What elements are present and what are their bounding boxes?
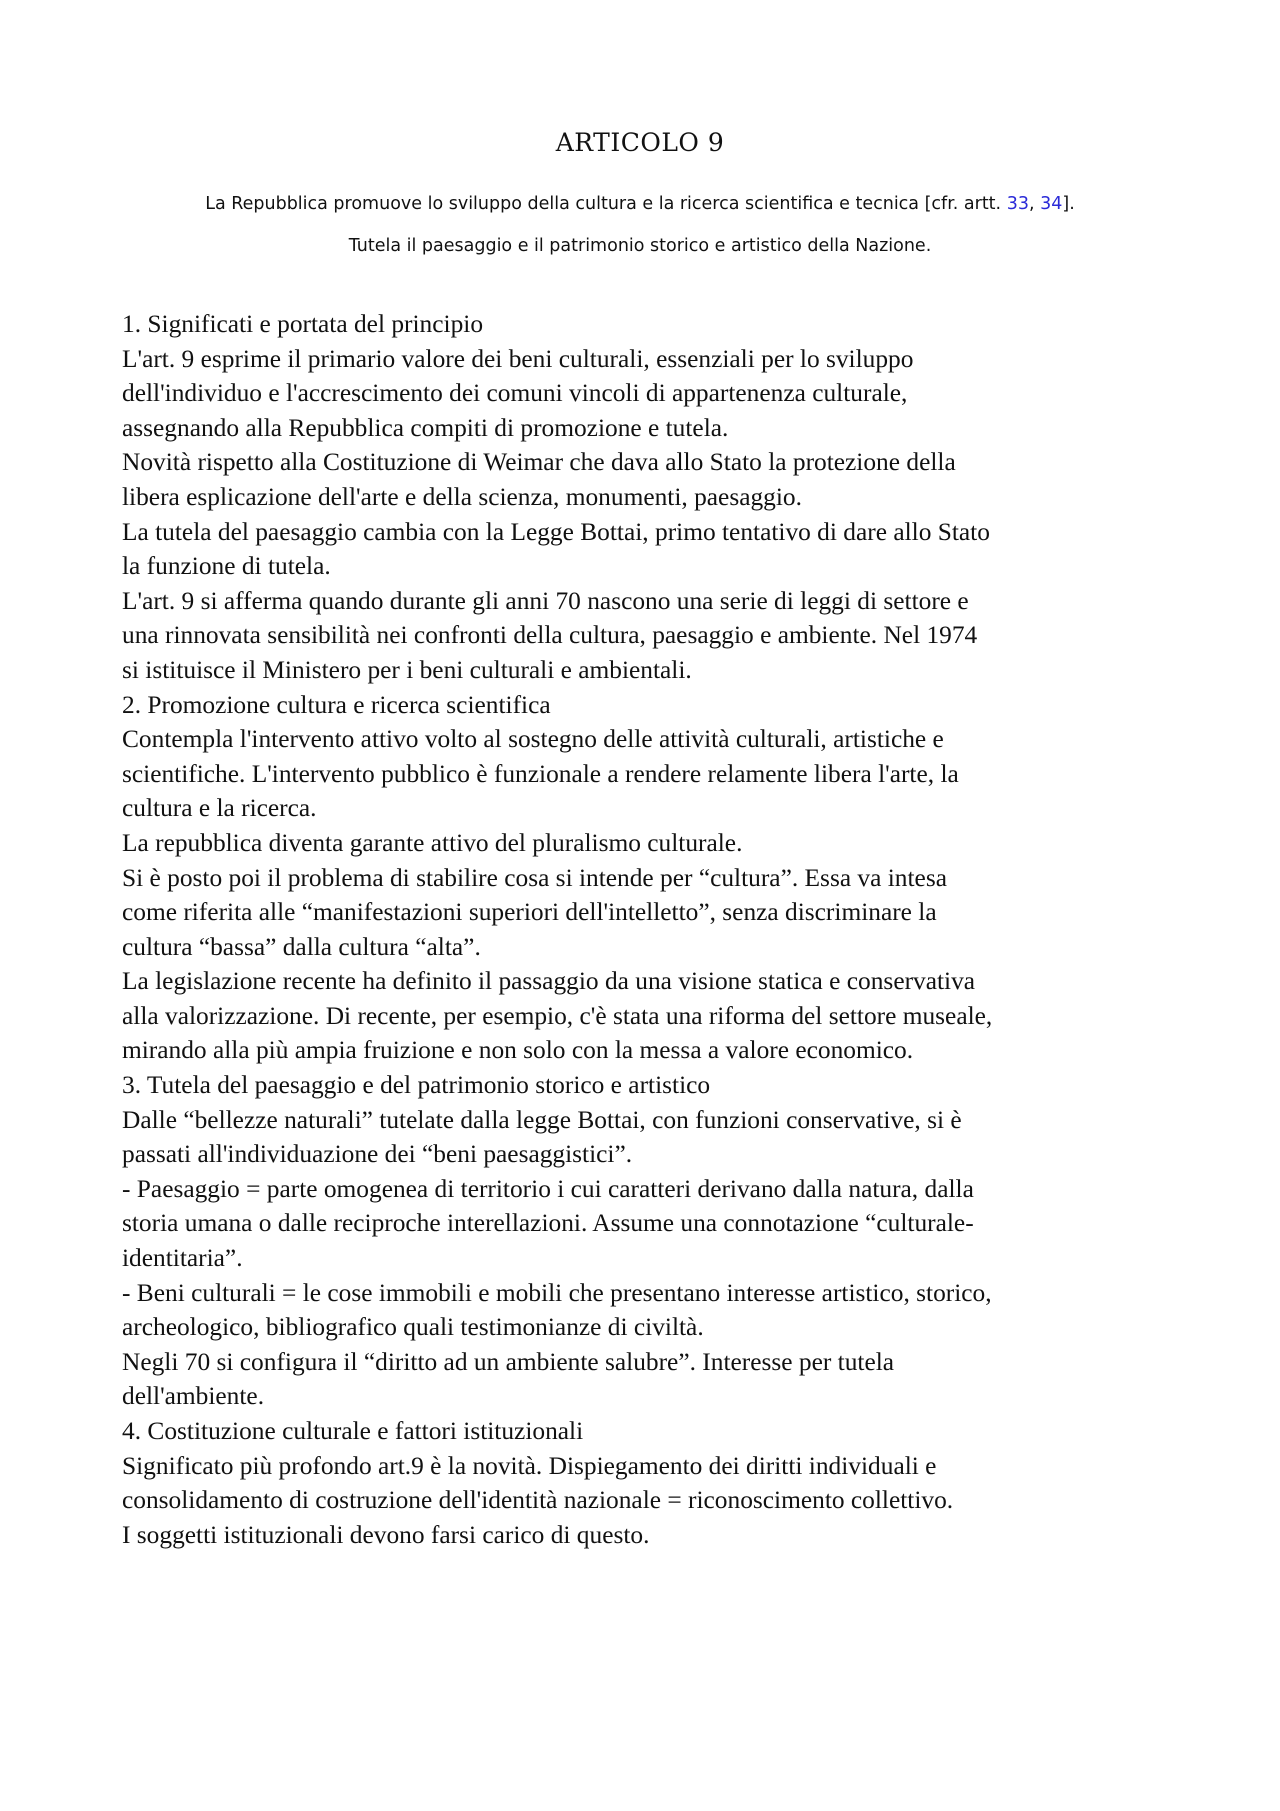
article-34-link[interactable]: 34 xyxy=(1040,194,1063,214)
article-text-line-1 xyxy=(0,194,1280,214)
body-text-line: dell'ambiente. xyxy=(122,1382,265,1411)
body-text-line: identitaria”. xyxy=(122,1244,243,1273)
body-text-line: Significato più profondo art.9 è la novità. Dispiegamento dei diritti individuali e xyxy=(122,1451,937,1480)
body-text-line: Contempla l'intervento attivo volto al sostegno delle attività culturali, artistiche e xyxy=(122,725,944,754)
body-text-line: 2. Promozione cultura e ricerca scientifica xyxy=(122,690,551,719)
body-text-line: consolidamento di costruzione dell'identità nazionale = riconoscimento collettivo. xyxy=(122,1486,954,1515)
body-text-line: 1. Significati e portata del principio xyxy=(122,310,484,338)
body-text-line: Novità rispetto alla Costituzione di Weimar che dava allo Stato la protezione della xyxy=(122,448,956,477)
body-text-line: scientifiche. L'intervento pubblico è funzionale a rendere relamente libera l'arte, la xyxy=(122,759,959,788)
link-separator: , xyxy=(1028,194,1041,214)
body-text-line: Negli 70 si configura il “diritto ad un ambiente salubre”. Interesse per tutela xyxy=(122,1347,895,1376)
body-text-line: mirando alla più ampia fruizione e non solo con la messa a valore economico. xyxy=(122,1036,914,1065)
notes-body xyxy=(122,307,1182,1552)
body-text-line: la funzione di tutela. xyxy=(122,552,331,581)
body-text-line: come riferita alle “manifestazioni superiori dell'intelletto”, senza discriminare la xyxy=(122,898,937,927)
body-text-line: cultura “bassa” dalla cultura “alta”. xyxy=(122,932,481,961)
body-text-line: alla valorizzazione. Di recente, per esempio, c'è stata una riforma del settore museale, xyxy=(122,1001,993,1030)
article-33-link[interactable]: 33 xyxy=(1006,194,1029,214)
body-text-line: L'art. 9 esprime il primario valore dei beni culturali, essenziali per lo sviluppo xyxy=(122,344,914,373)
body-text-line: dell'individuo e l'accrescimento dei comuni vincoli di appartenenza culturale, xyxy=(122,379,908,408)
body-text-line: Dalle “bellezze naturali” tutelate dalla legge Bottai, con funzioni conservative, si è xyxy=(122,1105,962,1134)
article-text-line-1-start: La Repubblica promuove lo sviluppo della cultura e la ricerca scientifica e tecnica [cfr. artt. xyxy=(205,194,1007,214)
article-text-line-2: Tutela il paesaggio e il patrimonio storico e artistico della Nazione. xyxy=(348,236,932,256)
body-text-line: L'art. 9 si afferma quando durante gli anni 70 nascono una serie di leggi di settore e xyxy=(122,586,969,615)
body-text-line: storia umana o dalle reciproche interellazioni. Assume una connotazione “culturale- xyxy=(122,1209,974,1238)
body-text-line: 4. Costituzione culturale e fattori istituzionali xyxy=(122,1417,584,1445)
body-text-line: passati all'individuazione dei “beni paesaggistici”. xyxy=(122,1140,633,1169)
article-text-line-1-end: ]. xyxy=(1062,194,1075,214)
body-text-line: - Paesaggio = parte omogenea di territorio i cui caratteri derivano dalla natura, dalla xyxy=(122,1174,974,1203)
article-title: ARTICOLO 9 xyxy=(555,128,725,157)
body-text-line: libera esplicazione dell'arte e della scienza, monumenti, paesaggio. xyxy=(122,482,802,511)
body-text-line: archeologico, bibliografico quali testimonianze di civiltà. xyxy=(122,1313,704,1342)
body-text-line: cultura e la ricerca. xyxy=(122,794,317,823)
body-text-line: I soggetti istituzionali devono farsi carico di questo. xyxy=(122,1520,650,1549)
body-text-line: La legislazione recente ha definito il passaggio da una visione statica e conservativa xyxy=(122,967,976,996)
body-text-line: La tutela del paesaggio cambia con la Legge Bottai, primo tentativo di dare allo Stato xyxy=(122,517,990,546)
body-text-line: La repubblica diventa garante attivo del pluralismo culturale. xyxy=(122,828,743,857)
body-text-line: assegnando alla Repubblica compiti di promozione e tutela. xyxy=(122,413,729,442)
body-text-line: 3. Tutela del paesaggio e del patrimonio storico e artistico xyxy=(122,1071,711,1100)
body-text-line: si istituisce il Ministero per i beni culturali e ambientali. xyxy=(122,655,692,684)
body-text-line: Si è posto poi il problema di stabilire cosa si intende per “cultura”. Essa va intesa xyxy=(122,863,947,892)
body-text-line: una rinnovata sensibilità nei confronti della cultura, paesaggio e ambiente. Nel 1974 xyxy=(122,621,978,650)
body-text-line: - Beni culturali = le cose immobili e mobili che presentano interesse artistico, storico, xyxy=(122,1278,992,1307)
